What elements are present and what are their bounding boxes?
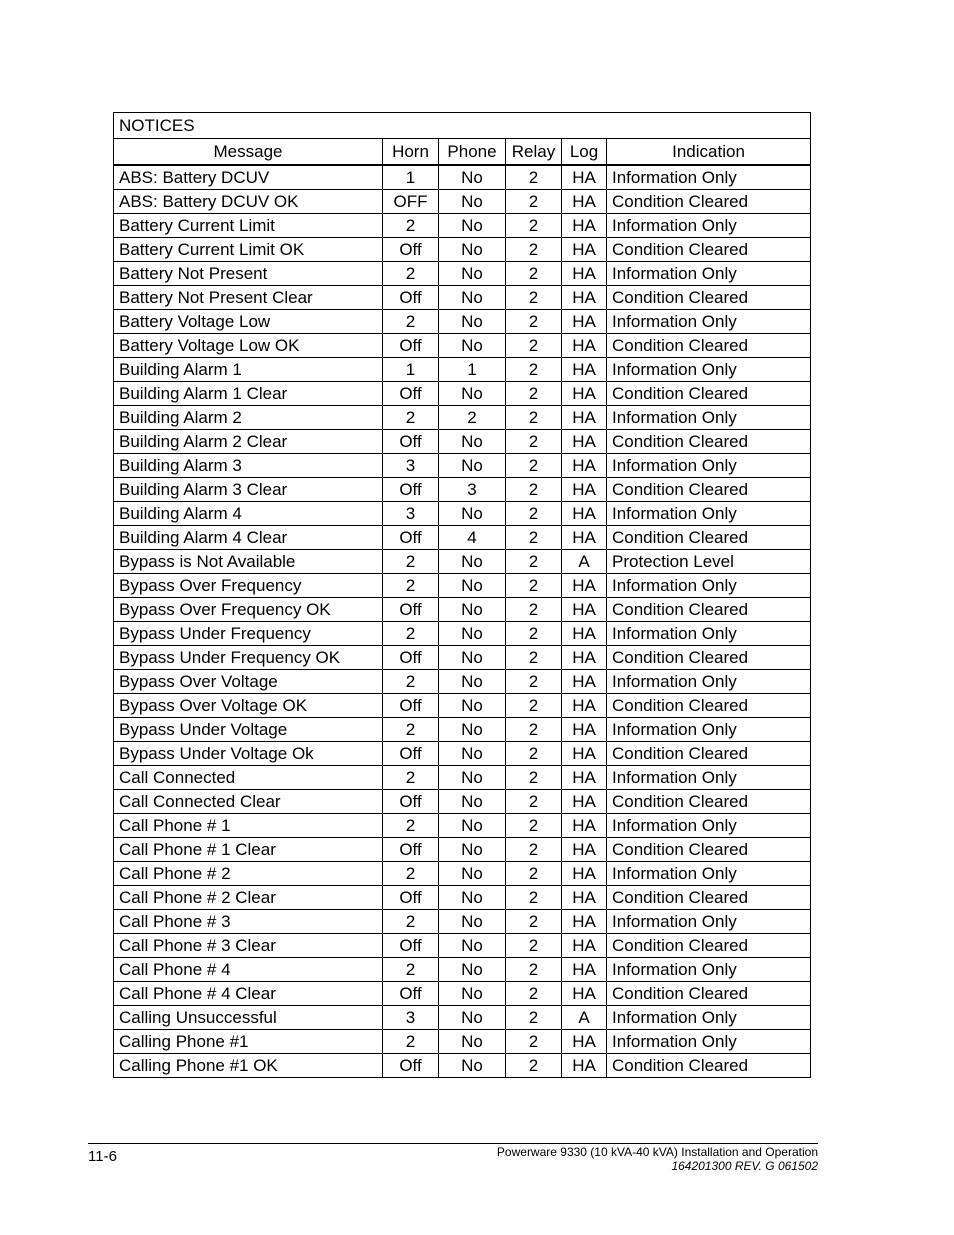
indication-cell: Condition Cleared bbox=[607, 286, 811, 310]
message-cell: Bypass Under Voltage Ok bbox=[114, 742, 383, 766]
log-cell: HA bbox=[562, 286, 607, 310]
indication-cell: Condition Cleared bbox=[607, 790, 811, 814]
log-cell: HA bbox=[562, 670, 607, 694]
horn-cell: Off bbox=[383, 694, 439, 718]
indication-cell: Information Only bbox=[607, 862, 811, 886]
horn-cell: 2 bbox=[383, 214, 439, 238]
phone-cell: No bbox=[439, 238, 506, 262]
horn-cell: 2 bbox=[383, 862, 439, 886]
table-row bbox=[114, 646, 811, 670]
horn-cell: Off bbox=[383, 430, 439, 454]
message-cell: Battery Not Present bbox=[114, 262, 383, 286]
log-cell: HA bbox=[562, 1030, 607, 1054]
log-cell: HA bbox=[562, 910, 607, 934]
table-row bbox=[114, 382, 811, 406]
log-cell: HA bbox=[562, 238, 607, 262]
relay-cell: 2 bbox=[506, 1006, 562, 1030]
table-row bbox=[114, 454, 811, 478]
indication-cell: Condition Cleared bbox=[607, 526, 811, 550]
indication-cell: Condition Cleared bbox=[607, 646, 811, 670]
indication-cell: Condition Cleared bbox=[607, 598, 811, 622]
phone-cell: No bbox=[439, 262, 506, 286]
table-title: NOTICES bbox=[114, 113, 811, 139]
horn-cell: Off bbox=[383, 598, 439, 622]
phone-cell: No bbox=[439, 790, 506, 814]
relay-cell: 2 bbox=[506, 262, 562, 286]
horn-cell: 1 bbox=[383, 165, 439, 190]
log-cell: HA bbox=[562, 478, 607, 502]
phone-cell: No bbox=[439, 670, 506, 694]
horn-cell: 2 bbox=[383, 1030, 439, 1054]
log-cell: HA bbox=[562, 310, 607, 334]
log-cell: HA bbox=[562, 886, 607, 910]
message-cell: Calling Phone #1 OK bbox=[114, 1054, 383, 1078]
phone-cell: No bbox=[439, 694, 506, 718]
log-cell: HA bbox=[562, 454, 607, 478]
relay-cell: 2 bbox=[506, 502, 562, 526]
message-cell: Building Alarm 4 Clear bbox=[114, 526, 383, 550]
table-row bbox=[114, 934, 811, 958]
horn-cell: Off bbox=[383, 790, 439, 814]
message-cell: Calling Phone #1 bbox=[114, 1030, 383, 1054]
message-cell: Battery Voltage Low OK bbox=[114, 334, 383, 358]
table-row bbox=[114, 262, 811, 286]
horn-cell: Off bbox=[383, 238, 439, 262]
message-cell: Call Phone # 1 bbox=[114, 814, 383, 838]
message-cell: Bypass Over Voltage OK bbox=[114, 694, 383, 718]
relay-cell: 2 bbox=[506, 286, 562, 310]
phone-cell: No bbox=[439, 334, 506, 358]
indication-cell: Information Only bbox=[607, 358, 811, 382]
phone-cell: No bbox=[439, 430, 506, 454]
message-cell: Building Alarm 2 bbox=[114, 406, 383, 430]
log-cell: HA bbox=[562, 502, 607, 526]
phone-cell: No bbox=[439, 838, 506, 862]
relay-cell: 2 bbox=[506, 622, 562, 646]
relay-cell: 2 bbox=[506, 934, 562, 958]
indication-cell: Condition Cleared bbox=[607, 982, 811, 1006]
table-row bbox=[114, 214, 811, 238]
table-row bbox=[114, 958, 811, 982]
table-row bbox=[114, 406, 811, 430]
horn-cell: Off bbox=[383, 382, 439, 406]
log-cell: HA bbox=[562, 790, 607, 814]
page-number: 11-6 bbox=[88, 1148, 117, 1165]
horn-cell: Off bbox=[383, 526, 439, 550]
horn-cell: 2 bbox=[383, 814, 439, 838]
message-cell: Battery Current Limit OK bbox=[114, 238, 383, 262]
message-cell: Bypass Under Frequency OK bbox=[114, 646, 383, 670]
indication-cell: Condition Cleared bbox=[607, 430, 811, 454]
indication-cell: Condition Cleared bbox=[607, 334, 811, 358]
message-cell: ABS: Battery DCUV bbox=[114, 165, 383, 190]
indication-cell: Condition Cleared bbox=[607, 478, 811, 502]
table-row bbox=[114, 598, 811, 622]
log-cell: HA bbox=[562, 718, 607, 742]
header-phone: Phone bbox=[439, 139, 506, 166]
table-row bbox=[114, 310, 811, 334]
log-cell: HA bbox=[562, 814, 607, 838]
log-cell: HA bbox=[562, 694, 607, 718]
message-cell: Building Alarm 1 bbox=[114, 358, 383, 382]
relay-cell: 2 bbox=[506, 358, 562, 382]
indication-cell: Condition Cleared bbox=[607, 1054, 811, 1078]
relay-cell: 2 bbox=[506, 982, 562, 1006]
indication-cell: Information Only bbox=[607, 1006, 811, 1030]
horn-cell: 3 bbox=[383, 1006, 439, 1030]
horn-cell: 2 bbox=[383, 670, 439, 694]
table-row bbox=[114, 862, 811, 886]
message-cell: Bypass Under Frequency bbox=[114, 622, 383, 646]
phone-cell: No bbox=[439, 214, 506, 238]
indication-cell: Information Only bbox=[607, 406, 811, 430]
table-row bbox=[114, 1030, 811, 1054]
header-message: Message bbox=[114, 139, 383, 166]
log-cell: HA bbox=[562, 934, 607, 958]
table-row bbox=[114, 286, 811, 310]
message-cell: Building Alarm 2 Clear bbox=[114, 430, 383, 454]
indication-cell: Information Only bbox=[607, 1030, 811, 1054]
phone-cell: No bbox=[439, 550, 506, 574]
table-row bbox=[114, 814, 811, 838]
phone-cell: No bbox=[439, 718, 506, 742]
horn-cell: 2 bbox=[383, 622, 439, 646]
log-cell: A bbox=[562, 1006, 607, 1030]
message-cell: Call Phone # 3 bbox=[114, 910, 383, 934]
message-cell: Call Phone # 1 Clear bbox=[114, 838, 383, 862]
message-cell: Call Phone # 3 Clear bbox=[114, 934, 383, 958]
header-indication: Indication bbox=[607, 139, 811, 166]
header-relay: Relay bbox=[506, 139, 562, 166]
log-cell: HA bbox=[562, 574, 607, 598]
message-cell: Building Alarm 4 bbox=[114, 502, 383, 526]
message-cell: Call Phone # 2 bbox=[114, 862, 383, 886]
horn-cell: Off bbox=[383, 478, 439, 502]
table-row bbox=[114, 190, 811, 214]
phone-cell: No bbox=[439, 454, 506, 478]
horn-cell: Off bbox=[383, 742, 439, 766]
table-row bbox=[114, 838, 811, 862]
message-cell: Building Alarm 1 Clear bbox=[114, 382, 383, 406]
indication-cell: Condition Cleared bbox=[607, 886, 811, 910]
log-cell: HA bbox=[562, 622, 607, 646]
table-row bbox=[114, 1054, 811, 1078]
relay-cell: 2 bbox=[506, 814, 562, 838]
log-cell: HA bbox=[562, 982, 607, 1006]
horn-cell: Off bbox=[383, 1054, 439, 1078]
log-cell: HA bbox=[562, 406, 607, 430]
relay-cell: 2 bbox=[506, 574, 562, 598]
table-body bbox=[114, 165, 811, 1078]
horn-cell: 2 bbox=[383, 766, 439, 790]
phone-cell: No bbox=[439, 622, 506, 646]
message-cell: Call Connected Clear bbox=[114, 790, 383, 814]
relay-cell: 2 bbox=[506, 238, 562, 262]
horn-cell: 2 bbox=[383, 406, 439, 430]
log-cell: HA bbox=[562, 334, 607, 358]
indication-cell: Information Only bbox=[607, 670, 811, 694]
horn-cell: Off bbox=[383, 334, 439, 358]
message-cell: ABS: Battery DCUV OK bbox=[114, 190, 383, 214]
log-cell: HA bbox=[562, 766, 607, 790]
table-row bbox=[114, 670, 811, 694]
header-log: Log bbox=[562, 139, 607, 166]
relay-cell: 2 bbox=[506, 382, 562, 406]
relay-cell: 2 bbox=[506, 598, 562, 622]
table-row bbox=[114, 502, 811, 526]
indication-cell: Information Only bbox=[607, 718, 811, 742]
horn-cell: 2 bbox=[383, 262, 439, 286]
message-cell: Calling Unsuccessful bbox=[114, 1006, 383, 1030]
log-cell: HA bbox=[562, 165, 607, 190]
phone-cell: 1 bbox=[439, 358, 506, 382]
relay-cell: 2 bbox=[506, 550, 562, 574]
phone-cell: No bbox=[439, 646, 506, 670]
log-cell: HA bbox=[562, 838, 607, 862]
phone-cell: No bbox=[439, 574, 506, 598]
indication-cell: Protection Level bbox=[607, 550, 811, 574]
indication-cell: Information Only bbox=[607, 502, 811, 526]
phone-cell: No bbox=[439, 886, 506, 910]
phone-cell: No bbox=[439, 814, 506, 838]
indication-cell: Condition Cleared bbox=[607, 238, 811, 262]
table-row bbox=[114, 622, 811, 646]
message-cell: Call Phone # 4 Clear bbox=[114, 982, 383, 1006]
table-row bbox=[114, 910, 811, 934]
relay-cell: 2 bbox=[506, 478, 562, 502]
log-cell: HA bbox=[562, 646, 607, 670]
relay-cell: 2 bbox=[506, 790, 562, 814]
relay-cell: 2 bbox=[506, 718, 562, 742]
table-row bbox=[114, 694, 811, 718]
indication-cell: Condition Cleared bbox=[607, 694, 811, 718]
relay-cell: 2 bbox=[506, 958, 562, 982]
table-row bbox=[114, 526, 811, 550]
phone-cell: 3 bbox=[439, 478, 506, 502]
table-row bbox=[114, 238, 811, 262]
message-cell: Bypass is Not Available bbox=[114, 550, 383, 574]
log-cell: HA bbox=[562, 958, 607, 982]
table-row bbox=[114, 358, 811, 382]
message-cell: Bypass Over Voltage bbox=[114, 670, 383, 694]
message-cell: Building Alarm 3 Clear bbox=[114, 478, 383, 502]
relay-cell: 2 bbox=[506, 670, 562, 694]
relay-cell: 2 bbox=[506, 646, 562, 670]
log-cell: HA bbox=[562, 430, 607, 454]
relay-cell: 2 bbox=[506, 886, 562, 910]
footer-rule bbox=[88, 1143, 818, 1144]
phone-cell: 2 bbox=[439, 406, 506, 430]
indication-cell: Information Only bbox=[607, 454, 811, 478]
log-cell: HA bbox=[562, 358, 607, 382]
phone-cell: No bbox=[439, 742, 506, 766]
horn-cell: 2 bbox=[383, 910, 439, 934]
log-cell: HA bbox=[562, 1054, 607, 1078]
message-cell: Battery Current Limit bbox=[114, 214, 383, 238]
horn-cell: OFF bbox=[383, 190, 439, 214]
horn-cell: 3 bbox=[383, 502, 439, 526]
horn-cell: 1 bbox=[383, 358, 439, 382]
table-row bbox=[114, 718, 811, 742]
indication-cell: Information Only bbox=[607, 910, 811, 934]
message-cell: Building Alarm 3 bbox=[114, 454, 383, 478]
relay-cell: 2 bbox=[506, 334, 562, 358]
manual-title: Powerware 9330 (10 kVA-40 kVA) Installation and Operation bbox=[496, 1145, 818, 1159]
indication-cell: Condition Cleared bbox=[607, 742, 811, 766]
table-row bbox=[114, 550, 811, 574]
indication-cell: Condition Cleared bbox=[607, 934, 811, 958]
horn-cell: 2 bbox=[383, 550, 439, 574]
relay-cell: 2 bbox=[506, 430, 562, 454]
message-cell: Call Phone # 2 Clear bbox=[114, 886, 383, 910]
phone-cell: No bbox=[439, 934, 506, 958]
relay-cell: 2 bbox=[506, 1030, 562, 1054]
relay-cell: 2 bbox=[506, 310, 562, 334]
notices-table bbox=[113, 112, 811, 1078]
indication-cell: Information Only bbox=[607, 214, 811, 238]
phone-cell: No bbox=[439, 382, 506, 406]
relay-cell: 2 bbox=[506, 454, 562, 478]
table-row bbox=[114, 766, 811, 790]
indication-cell: Information Only bbox=[607, 766, 811, 790]
table-row bbox=[114, 430, 811, 454]
relay-cell: 2 bbox=[506, 742, 562, 766]
phone-cell: No bbox=[439, 165, 506, 190]
revision: 164201300 REV. G 061502 bbox=[671, 1159, 818, 1173]
table-row bbox=[114, 165, 811, 190]
footer-info bbox=[497, 1145, 818, 1173]
horn-cell: 3 bbox=[383, 454, 439, 478]
phone-cell: No bbox=[439, 982, 506, 1006]
horn-cell: 2 bbox=[383, 574, 439, 598]
log-cell: A bbox=[562, 550, 607, 574]
relay-cell: 2 bbox=[506, 910, 562, 934]
indication-cell: Information Only bbox=[607, 165, 811, 190]
horn-cell: Off bbox=[383, 982, 439, 1006]
horn-cell: Off bbox=[383, 286, 439, 310]
relay-cell: 2 bbox=[506, 838, 562, 862]
phone-cell: No bbox=[439, 1030, 506, 1054]
indication-cell: Information Only bbox=[607, 622, 811, 646]
phone-cell: No bbox=[439, 190, 506, 214]
table-row bbox=[114, 886, 811, 910]
table-row bbox=[114, 574, 811, 598]
phone-cell: No bbox=[439, 958, 506, 982]
relay-cell: 2 bbox=[506, 694, 562, 718]
relay-cell: 2 bbox=[506, 766, 562, 790]
relay-cell: 2 bbox=[506, 165, 562, 190]
indication-cell: Information Only bbox=[607, 310, 811, 334]
relay-cell: 2 bbox=[506, 1054, 562, 1078]
indication-cell: Condition Cleared bbox=[607, 382, 811, 406]
log-cell: HA bbox=[562, 598, 607, 622]
table-header-row bbox=[114, 139, 811, 166]
message-cell: Battery Not Present Clear bbox=[114, 286, 383, 310]
log-cell: HA bbox=[562, 190, 607, 214]
table-row bbox=[114, 742, 811, 766]
log-cell: HA bbox=[562, 262, 607, 286]
log-cell: HA bbox=[562, 214, 607, 238]
indication-cell: Information Only bbox=[607, 574, 811, 598]
phone-cell: No bbox=[439, 598, 506, 622]
indication-cell: Information Only bbox=[607, 958, 811, 982]
message-cell: Bypass Over Frequency bbox=[114, 574, 383, 598]
horn-cell: Off bbox=[383, 886, 439, 910]
phone-cell: No bbox=[439, 286, 506, 310]
table-row bbox=[114, 334, 811, 358]
horn-cell: 2 bbox=[383, 958, 439, 982]
phone-cell: No bbox=[439, 766, 506, 790]
message-cell: Bypass Over Frequency OK bbox=[114, 598, 383, 622]
log-cell: HA bbox=[562, 526, 607, 550]
indication-cell: Condition Cleared bbox=[607, 190, 811, 214]
horn-cell: 2 bbox=[383, 310, 439, 334]
horn-cell: Off bbox=[383, 646, 439, 670]
table-row bbox=[114, 1006, 811, 1030]
relay-cell: 2 bbox=[506, 214, 562, 238]
horn-cell: Off bbox=[383, 838, 439, 862]
horn-cell: Off bbox=[383, 934, 439, 958]
log-cell: HA bbox=[562, 862, 607, 886]
message-cell: Battery Voltage Low bbox=[114, 310, 383, 334]
message-cell: Call Phone # 4 bbox=[114, 958, 383, 982]
log-cell: HA bbox=[562, 742, 607, 766]
table-row bbox=[114, 790, 811, 814]
phone-cell: No bbox=[439, 862, 506, 886]
phone-cell: 4 bbox=[439, 526, 506, 550]
horn-cell: 2 bbox=[383, 718, 439, 742]
phone-cell: No bbox=[439, 502, 506, 526]
phone-cell: No bbox=[439, 1054, 506, 1078]
phone-cell: No bbox=[439, 310, 506, 334]
indication-cell: Information Only bbox=[607, 814, 811, 838]
log-cell: HA bbox=[562, 382, 607, 406]
indication-cell: Information Only bbox=[607, 262, 811, 286]
relay-cell: 2 bbox=[506, 862, 562, 886]
message-cell: Call Connected bbox=[114, 766, 383, 790]
relay-cell: 2 bbox=[506, 406, 562, 430]
indication-cell: Condition Cleared bbox=[607, 838, 811, 862]
table-row bbox=[114, 982, 811, 1006]
message-cell: Bypass Under Voltage bbox=[114, 718, 383, 742]
table-row bbox=[114, 478, 811, 502]
relay-cell: 2 bbox=[506, 526, 562, 550]
phone-cell: No bbox=[439, 1006, 506, 1030]
header-horn: Horn bbox=[383, 139, 439, 166]
relay-cell: 2 bbox=[506, 190, 562, 214]
phone-cell: No bbox=[439, 910, 506, 934]
